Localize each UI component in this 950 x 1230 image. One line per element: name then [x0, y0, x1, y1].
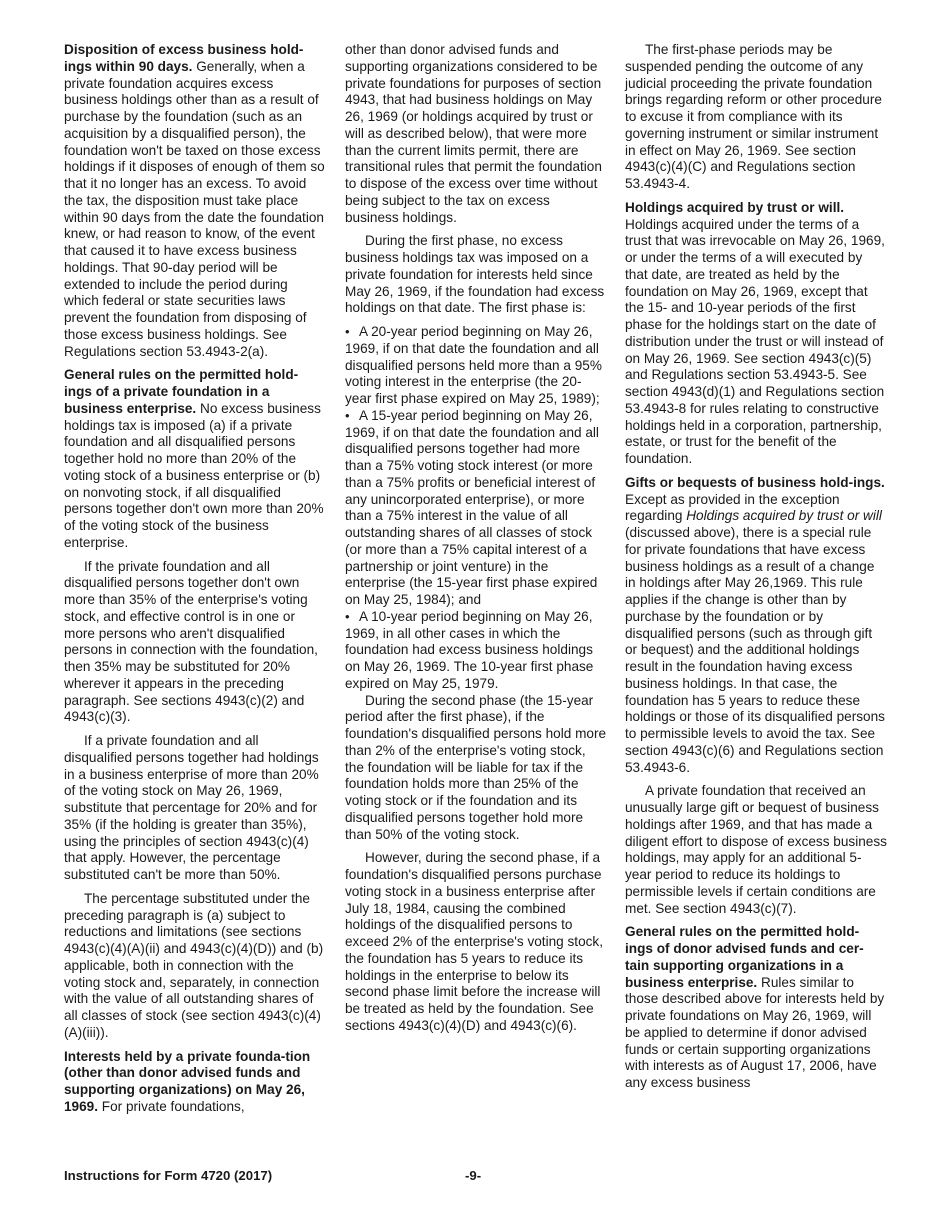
paragraph-first-phase-suspended: The first-phase periods may be suspended pending the outcome of any judicial proceeding the private foundation brings regarding reform or other procedure to excuse it from compliance with its governing instrument or similar instrument in effect on May 26, 1969. See section 4943(c)(4)(C) and Regulations section 53.4943-4.: [625, 42, 882, 191]
heading-trust-or-will: Holdings acquired by trust or will.: [625, 199, 845, 215]
column-3: [625, 42, 887, 1099]
column-1: [64, 42, 326, 1123]
paragraph-second-phase: During the second phase (the 15-year period after the first phase), if the foundation's disqualified persons hold more than 2% of the enterprise's voting stock, the foundation will be liable for tax if the foundation holds more than 25% of the voting stock or if the foundation and its disqualified persons together hold more than 50% of the voting stock.: [345, 692, 607, 842]
bullet-icon: •: [345, 324, 350, 339]
page-footer: [64, 1168, 886, 1186]
paragraph-additional-5-year: A private foundation that received an unusually large gift or bequest of business holdings after 1969, and that has made a diligent effort to dispose of excess business holdings, may apply for an additional 5-year period to reduce its holdings to permissible levels if certain conditions are met. See section 4943(c)(7).: [625, 783, 887, 916]
paragraph-may-1969-holdings: If a private foundation and all disqualified persons together had holdings in a business enterprise of more than 20% of the voting stock on May 26, 1969, substitute that percentage for 20% and for 35% (if the holding is greater than 35%), using the principles of section 4943(c)(4) that apply. However, the percentage substituted can't be more than 50%.: [64, 733, 319, 882]
footer-page-number: -9-: [465, 1168, 482, 1183]
paragraph-gifts-bequests: Gifts or bequests of business hold-ings. Except as provided in the exception regarding Holdings acquired by trust or will (discussed above), there is a special rule for private foundations that have excess business holdings as a result of a change in holdings after May 26,1969. This rule applies if the change is other than by purchase by the foundation or by disqualified persons (such as through gift or bequest) and the additional holdings result in the foundation having excess business holdings. In that case, the foundation has 5 years to reduce these holdings or those of its disqualified persons to permissible levels to avoid the tax. See section 4943(c)(6) and Regulations section 53.4943-6.: [625, 474, 885, 775]
heading-disposition-90-days: Disposition of excess business hold-ings within 90 days.: [64, 42, 304, 74]
paragraph-disposition-90-days: Disposition of excess business hold-ings within 90 days. Generally, when a private foundation acquires excess business holdings other than as a result of purchase by the foundation (such as an acquisition by a disqualified person), the foundation won't be taxed on those excess holdings if it disposes of enough of them so that it no longer has an excess. To avoid the tax, the disposition must take place within 90 days from the date the foundation knew, or had reason to know, of the event that caused it to have excess business holdings. That 90-day period will be extended to include the period during which federal or state securities laws prevent the foundation from disposing of those excess business holdings. See Regulations section 53.4943-2(a).: [64, 42, 325, 359]
paragraph-transitional-rules: other than donor advised funds and supporting organizations considered to be private foundations for purposes of section 4943, that had business holdings on May 26, 1969 (or holdings acquired by trust or will as described below), that were more than the current limits permit, there are transitional rules that permit the foundation to dispose of the excess over time without being subject to the tax on excess business holdings.: [345, 42, 602, 225]
heading-general-rules-private-foundation: General rules on the permitted hold-ings of a private foundation in a business enterprise.: [64, 367, 299, 416]
heading-gifts-bequests: Gifts or bequests of business hold-ings.: [625, 474, 885, 490]
column-2: [345, 42, 607, 1042]
heading-interests-held-1969: Interests held by a private founda-tion (other than donor advised funds and supporting organizations) on May 26, 1969.: [64, 1048, 311, 1114]
paragraph-35-percent-rule: If the private foundation and all disqualified persons together don't own more than 35% of the enterprise's voting stock, and effective control is in one or more persons who aren't disqualified persons in connection with the foundation, then 35% may be substituted for 20% wherever it appears in the preceding paragraph. See sections 4943(c)(2) and 4943(c)(3).: [64, 558, 318, 725]
paragraph-donor-advised-funds: General rules on the permitted hold-ings of donor advised funds and cer-tain supporting organizations in a business enterprise. Rules similar to those described above for interests held by private foundations on May 26, 1969, will be applied to determine if donor advised funds or certain supporting organizations with interests as of August 17, 2006, have any excess business: [625, 924, 885, 1090]
paragraph-interests-held-1969: Interests held by a private founda-tion (other than donor advised funds and supporting organizations) on May 26, 1969. For private foundations,: [64, 1048, 311, 1114]
bullet-icon: •: [345, 608, 350, 624]
paragraph-general-rules-private-foundation: General rules on the permitted hold-ings of a private foundation in a business enterprise. No excess business holdings tax is imposed (a) if a private foundation and all disqualified persons together hold no more than 20% of the voting stock of a business enterprise or (b) on nonvoting stock, if all disqualified persons together don't own more than 20% of the voting stock of the business enterprise.: [64, 367, 324, 550]
page-body: [64, 42, 886, 1162]
footer-form-title: Instructions for Form 4720 (2017): [64, 1168, 273, 1183]
bullet-icon: •: [345, 407, 350, 423]
paragraph-percentage-substituted: The percentage substituted under the preceding paragraph is (a) subject to reductions and limitations (see sections 4943(c)(4)(A)(ii) and 4943(c)(4)(D)) and (b) applicable, both in connection with the voting stock and, separately, in connection with the value of all outstanding shares of all classes of stock (see section 4943(c)(4)(A)(iii)).: [64, 890, 324, 1040]
paragraph-second-phase-purchase: However, during the second phase, if a foundation's disqualified persons purchase voting stock in a business enterprise after July 18, 1984, causing the combined holdings of the disqualified persons to exceed 2% of the enterprise's voting stock, the foundation has 5 years to reduce its holdings in the enterprise to below its second phase limit before the increase will be treated as held by the foundation. See sections 4943(c)(4)(D) and 4943(c)(6).: [345, 850, 603, 1033]
paragraph-first-phase: During the first phase, no excess business holdings tax was imposed on a private foundation for interests held since May 26, 1969, if the foundation had excess holdings on that date. The first phase is:: [345, 233, 605, 316]
paragraph-trust-or-will: Holdings acquired by trust or will. Holdings acquired under the terms of a trust that was irrevocable on May 26, 1969, or under the terms of a will executed by that date, are treated as held by the foundation on May 26, 1969, except that the 15- and 10-year periods of the first phase for the holdings start on the date of distribution under the trust or will instead of on May 26, 1969. See section 4943(c)(5) and Regulations section 53.4943-5. See section 4943(d)(1) and Regulations section 53.4943-8 for rules relating to constructive holdings held in a corporation, partnership, estate, or trust for the benefit of the foundation.: [625, 199, 885, 466]
list-item: • A 15-year period beginning on May 26, 1969, if on that date the foundation and all disqualified persons together had more than a 75% voting stock interest (or more than a 75% profits or beneficial interest of any unincorporated enterprise), or more than a 75% interest in the value of all outstanding shares of all classes of stock (or more than a 75% capital interest of a partnership or joint venture) in the enterprise (the 15-year first phase expired on May 25, 1984); and: [345, 407, 599, 607]
list-item: • A 10-year period beginning on May 26, 1969, in all other cases in which the foundation had excess business holdings on May 26, 1969. The 10-year first phase expired on May 25, 1979.: [345, 608, 594, 691]
heading-donor-advised-funds: General rules on the permitted hold-ings of donor advised funds and cer-tain supporting organizations in a business enterprise.: [625, 924, 864, 990]
list-item: • A 20-year period beginning on May 26, 1969, if on that date the foundation and all disqualified persons held more than a 95% voting interest in the enterprise (the 20-year first phase expired on May 25, 1989);: [345, 324, 602, 406]
